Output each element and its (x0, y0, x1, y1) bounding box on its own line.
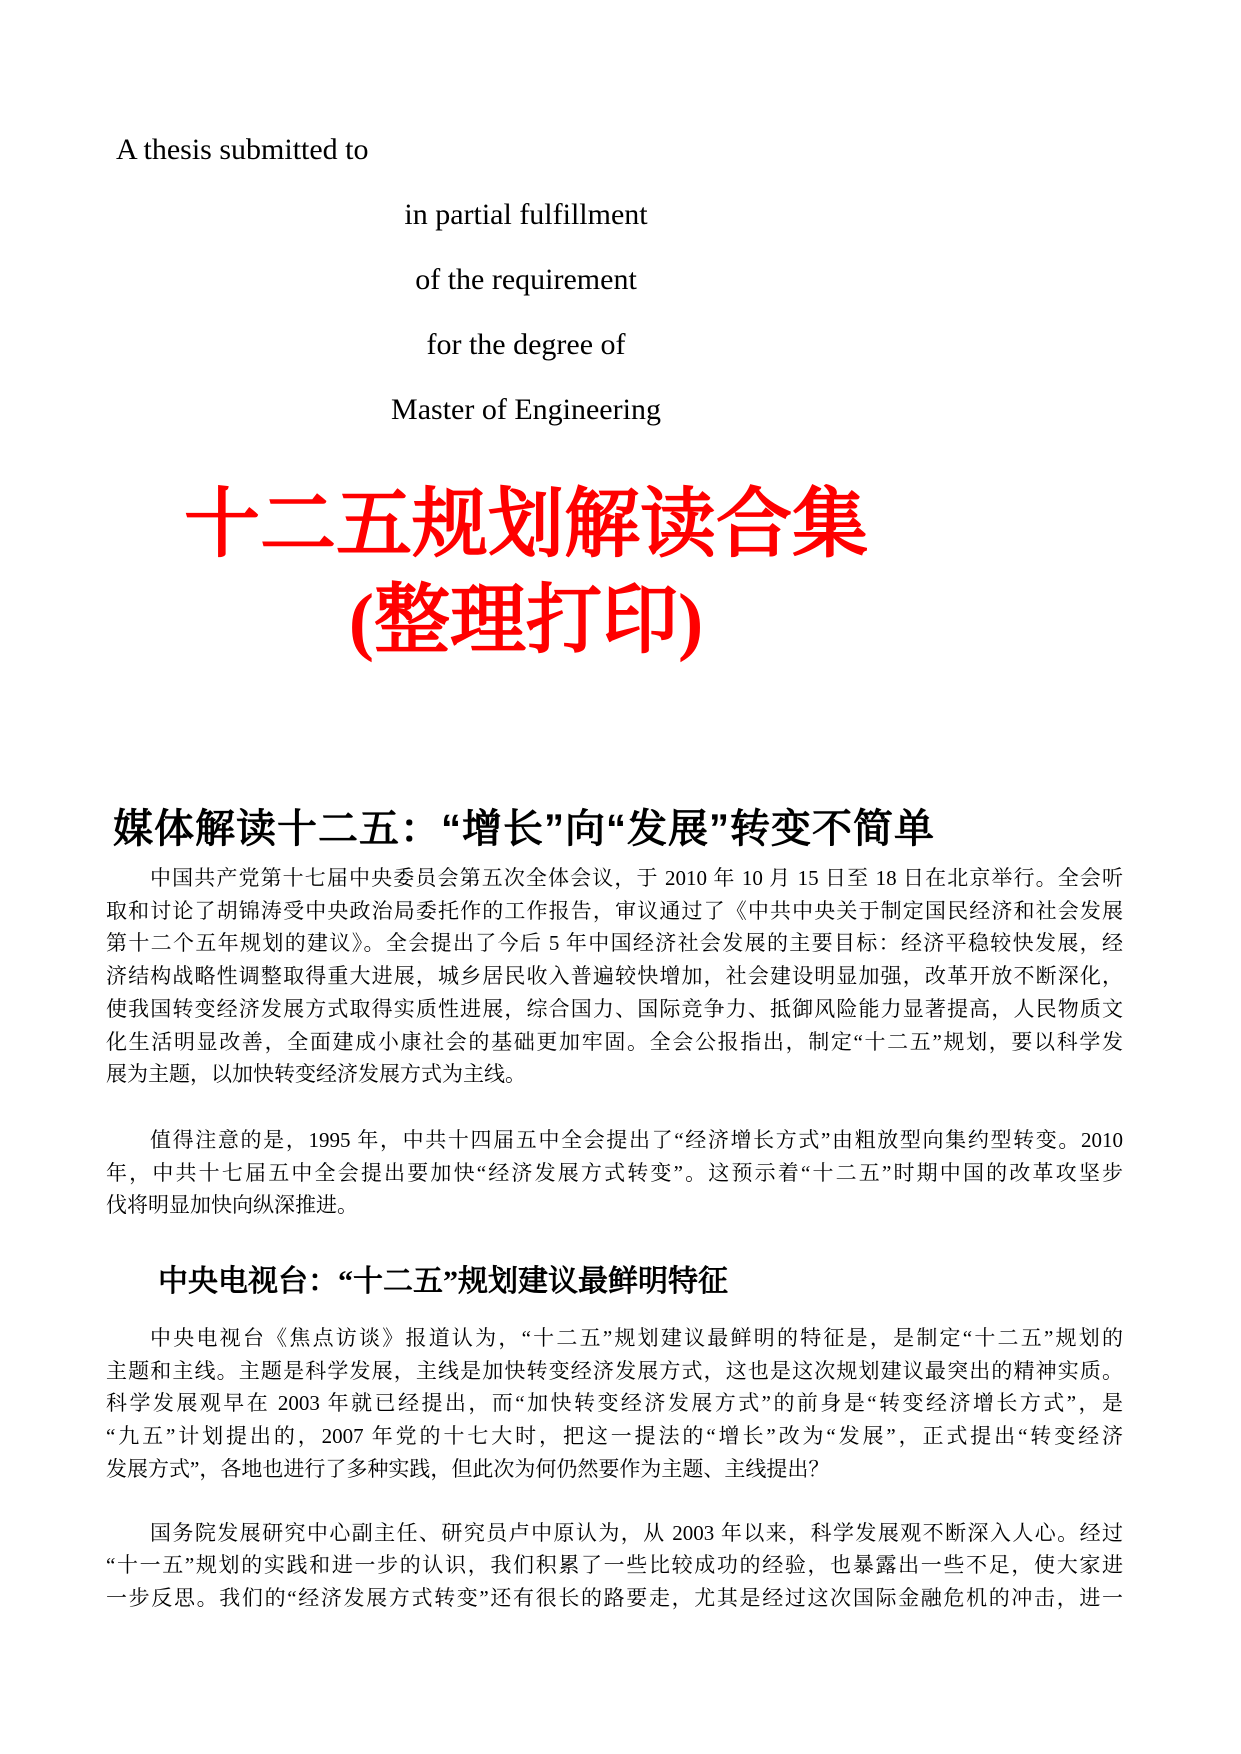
text-line: 第十二个五年规划的建议》。全会提出了今后 5 年中国经济社会发展的主要目标：经济平稳较快发展，经 (106, 931, 1123, 956)
text-line: 主题和主线。主题是科学发展，主线是加快转变经济发展方式，这也是这次规划建议最突出的精神实质。 (106, 1358, 1123, 1383)
text-line: 科学发展观早在 2003 年就已经提出，而“加快转变经济发展方式”的前身是“转变经济增长方式”，是 (106, 1391, 1123, 1416)
front-matter-line-5: Master of Engineering (391, 393, 661, 426)
text-line: 年，中共十七届五中全会提出要加快“经济发展方式转变”。这预示着“十二五”时期中国的改革攻坚步 (106, 1160, 1123, 1185)
paragraph-4 (106, 1517, 1123, 1615)
text-line: 展为主题，以加快转变经济发展方式为主线。 (106, 1062, 526, 1087)
paragraph-1 (106, 862, 1123, 1091)
text-line: 中国共产党第十七届中央委员会第五次全体会议，于 2010 年 10 月 15 日至 18 日在北京举行。全会听 (150, 866, 1123, 890)
text-line: 济结构战略性调整取得重大进展，城乡居民收入普遍较快增加，社会建设明显加强，改革开放不断深化， (106, 964, 1123, 989)
document-title (106, 477, 946, 669)
text-line: 伐将明显加快向纵深推进。 (106, 1193, 358, 1218)
paragraph-2 (106, 1124, 1123, 1222)
article-heading: 媒体解读十二五：“增长”向“发展”转变不简单 (113, 807, 935, 851)
text-line: 中央电视台《焦点访谈》报道认为，“十二五”规划建议最鲜明的特征是，是制定“十二五”规划的 (150, 1326, 1123, 1351)
text-line: 取和讨论了胡锦涛受中央政治局委托作的工作报告，审议通过了《中共中央关于制定国民经济和社会发展 (106, 898, 1123, 923)
front-matter-line-1: A thesis submitted to (116, 133, 369, 166)
text-line: “九五”计划提出的，2007 年党的十七大时，把这一提法的“增长”改为“发展”，正式提出“转变经济 (106, 1424, 1123, 1449)
document-title-line-1: 十二五规划解读合集 (184, 483, 868, 567)
text-line: 国务院发展研究中心副主任、研究员卢中原认为，从 2003 年以来，科学发展观不断深入人心。经过 (150, 1520, 1123, 1545)
section-subheading: 中央电视台：“十二五”规划建议最鲜明特征 (158, 1265, 728, 1299)
thesis-front-matter (106, 117, 946, 442)
front-matter-line-4: for the degree of (426, 328, 626, 361)
text-line: 值得注意的是，1995 年，中共十四届五中全会提出了“经济增长方式”由粗放型向集约型转变。2010 (150, 1127, 1123, 1152)
text-line: 化生活明显改善，全面建成小康社会的基础更加牢固。全会公报指出，制定“十二五”规划，要以科学发 (106, 1029, 1123, 1054)
paragraph-3 (106, 1322, 1123, 1486)
front-matter-line-3: of the requirement (415, 263, 637, 296)
text-line: 发展方式”，各地也进行了多种实践，但此次为何仍然要作为主题、主线提出？ (106, 1456, 830, 1481)
text-line: “十一五”规划的实践和进一步的认识，我们积累了一些比较成功的经验，也暴露出一些不足，使大家进 (106, 1553, 1123, 1578)
text-line: 一步反思。我们的“经济发展方式转变”还有很长的路要走，尤其是经过这次国际金融危机的冲击，进一 (106, 1585, 1123, 1610)
document-title-line-2: (整理打印) (348, 579, 704, 663)
front-matter-line-2: in partial fulfillment (404, 198, 648, 231)
text-line: 使我国转变经济发展方式取得实质性进展，综合国力、国际竞争力、抵御风险能力显著提高，人民物质文 (106, 996, 1123, 1021)
